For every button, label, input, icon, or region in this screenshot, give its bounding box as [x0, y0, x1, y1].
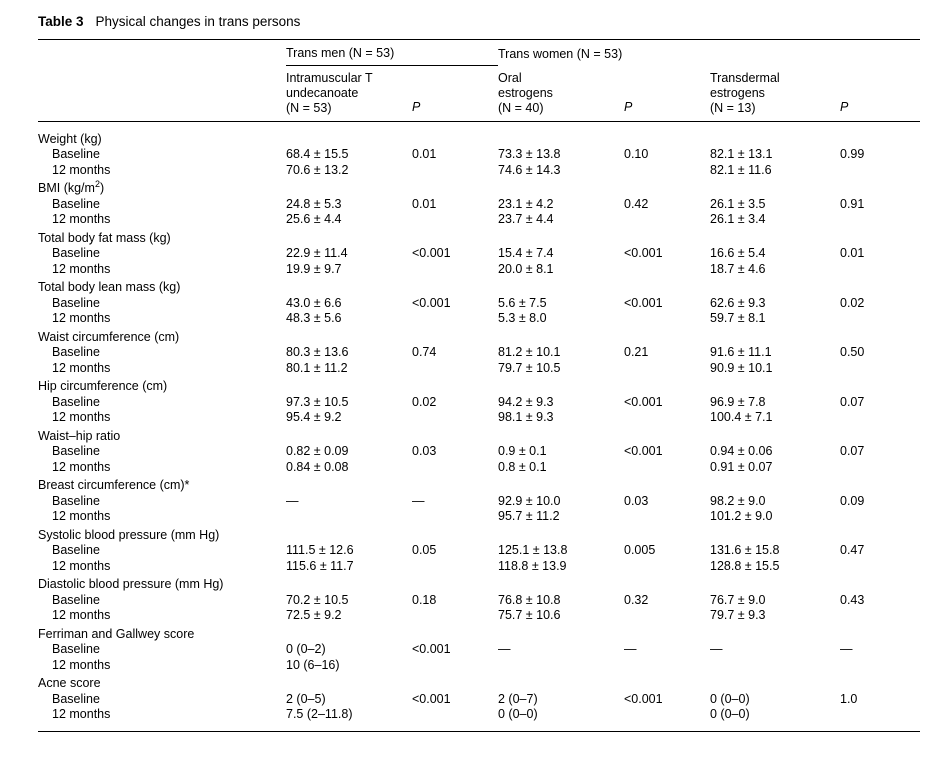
table-row — [38, 460, 920, 476]
cell-p-value — [624, 608, 710, 624]
cell-value: 76.8 ± 10.8 — [498, 592, 561, 607]
row-label: Baseline — [52, 295, 100, 310]
cell-value: 115.6 ± 11.7 — [286, 558, 354, 573]
cell-p-value — [412, 658, 498, 674]
cell-value: 95.7 ± 11.2 — [498, 509, 560, 523]
cell-p-value — [412, 559, 498, 575]
column-header-transdermal-estrogens — [710, 65, 840, 121]
cell-value: 111.5 ± 12.6 — [286, 543, 354, 557]
cell-p-value — [624, 262, 710, 278]
table-section-header — [38, 574, 920, 593]
cell-p-value — [624, 410, 710, 426]
row-label: Baseline — [52, 592, 100, 607]
cell-value: 25.6 ± 4.4 — [286, 212, 342, 226]
cell-value: 82.1 ± 11.6 — [710, 162, 772, 177]
cell-p-value — [840, 707, 920, 723]
cell-value: — — [498, 642, 511, 656]
cell-p-value — [624, 658, 710, 674]
cell-value: 62.6 ± 9.3 — [710, 295, 766, 310]
cell-value: 128.8 ± 15.5 — [710, 558, 780, 573]
row-label: 12 months — [52, 311, 111, 325]
cell-p-value — [624, 509, 710, 525]
cell-value: 23.1 ± 4.2 — [498, 196, 554, 211]
column-header-p-1: P — [412, 100, 421, 114]
group-header-trans-men: Trans men (N = 53) — [286, 40, 498, 65]
cell-p-value: <0.001 — [412, 691, 451, 706]
cell-p-value — [624, 559, 710, 575]
table-section-header — [38, 673, 920, 692]
cell-p-value: 0.07 — [840, 394, 865, 409]
cell-p-value: 0.32 — [624, 592, 649, 607]
cell-p-value — [840, 509, 920, 525]
table-section-header — [38, 475, 920, 494]
table-row — [38, 197, 920, 213]
cell-p-value: 1.0 — [840, 691, 858, 706]
row-label: Baseline — [52, 444, 100, 458]
row-label: 12 months — [52, 509, 111, 523]
table-row — [38, 494, 920, 510]
cell-p-value — [412, 163, 498, 179]
cell-value: 79.7 ± 9.3 — [710, 608, 766, 622]
cell-value: 131.6 ± 15.8 — [710, 543, 780, 557]
cell-p-value — [624, 460, 710, 476]
cell-p-value: <0.001 — [412, 642, 451, 656]
row-label: 12 months — [52, 657, 111, 672]
cell-value: 20.0 ± 8.1 — [498, 261, 554, 276]
cell-p-value — [624, 361, 710, 377]
column-header-intramuscular-t-undecanoate — [286, 65, 412, 121]
table-row — [38, 296, 920, 312]
row-label: Baseline — [52, 691, 100, 706]
table-section-header — [38, 525, 920, 544]
cell-value: 73.3 ± 13.8 — [498, 147, 561, 161]
cell-value: 70.2 ± 10.5 — [286, 592, 349, 607]
cell-p-value — [840, 460, 920, 476]
cell-value: 0 (0–2) — [286, 642, 326, 656]
cell-p-value: <0.001 — [624, 691, 663, 706]
table-row — [38, 707, 920, 723]
cell-value: 70.6 ± 13.2 — [286, 162, 349, 177]
col-hdr-line-2: estrogens — [498, 85, 553, 100]
cell-p-value — [840, 410, 920, 426]
column-header-p-3: P — [840, 100, 849, 114]
cell-value: 94.2 ± 9.3 — [498, 394, 554, 409]
cell-p-value: 0.01 — [412, 196, 437, 211]
table-row — [38, 509, 920, 525]
cell-p-value: <0.001 — [412, 295, 451, 310]
cell-p-value: — — [840, 642, 853, 656]
cell-p-value — [412, 212, 498, 228]
rule-bottom — [38, 731, 920, 732]
cell-value: 18.7 ± 4.6 — [710, 261, 766, 276]
table-row — [38, 559, 920, 575]
table-body — [38, 129, 920, 723]
table-section-header — [38, 277, 920, 296]
cell-p-value — [412, 262, 498, 278]
table-caption-label: Table 3 — [38, 14, 84, 29]
table-row — [38, 642, 920, 658]
cell-p-value: <0.001 — [624, 444, 663, 458]
col-hdr-line-2: undecanoate — [286, 85, 359, 100]
table-row — [38, 395, 920, 411]
section-title: Systolic blood pressure (mm Hg) — [38, 527, 220, 542]
cell-p-value — [840, 361, 920, 377]
col-hdr-line-3: (N = 40) — [498, 100, 544, 115]
cell-value: 76.7 ± 9.0 — [710, 592, 766, 607]
section-title: Hip circumference (cm) — [38, 379, 168, 393]
cell-value: 95.4 ± 9.2 — [286, 410, 342, 424]
table-row — [38, 246, 920, 262]
section-title: Ferriman and Gallwey score — [38, 626, 195, 641]
cell-value: 0 (0–0) — [710, 691, 750, 706]
table-row — [38, 147, 920, 163]
section-title: Diastolic blood pressure (mm Hg) — [38, 577, 224, 591]
cell-p-value: 0.02 — [412, 394, 437, 409]
cell-value: 7.5 (2–11.8) — [286, 707, 353, 721]
row-label: 12 months — [52, 459, 111, 474]
col-hdr-line-1: Intramuscular T — [286, 70, 373, 85]
body-top-spacer — [38, 122, 920, 129]
row-label: Baseline — [52, 196, 100, 211]
section-title: Waist–hip ratio — [38, 428, 121, 443]
cell-p-value: 0.03 — [412, 444, 437, 458]
cell-value: 72.5 ± 9.2 — [286, 608, 342, 622]
cell-value: 98.2 ± 9.0 — [710, 493, 766, 508]
row-label: Baseline — [52, 394, 100, 409]
cell-value: 81.2 ± 10.1 — [498, 345, 561, 359]
table-row — [38, 608, 920, 624]
cell-p-value — [840, 311, 920, 327]
cell-value: 96.9 ± 7.8 — [710, 394, 766, 409]
cell-value: 0.8 ± 0.1 — [498, 459, 547, 474]
table-section-header — [38, 178, 920, 197]
cell-p-value — [412, 311, 498, 327]
cell-p-value: 0.21 — [624, 345, 649, 359]
cell-value: 82.1 ± 13.1 — [710, 147, 773, 161]
table-section-header — [38, 129, 920, 148]
cell-p-value: — — [412, 493, 425, 508]
cell-value: 0.82 ± 0.09 — [286, 444, 349, 458]
group-header-row — [38, 40, 920, 65]
section-title: Waist circumference (cm) — [38, 329, 180, 344]
section-title: Acne score — [38, 676, 101, 690]
section-title: BMI $(kg/m^2)$ — [38, 178, 105, 195]
row-label: Baseline — [52, 642, 100, 656]
row-label: 12 months — [52, 707, 111, 721]
cell-value — [498, 658, 624, 674]
cell-value: 0 (0–0) — [710, 707, 750, 721]
cell-value: 2 (0–7) — [498, 691, 538, 706]
cell-value: 75.7 ± 10.6 — [498, 608, 561, 622]
row-label: 12 months — [52, 162, 111, 177]
column-header-oral-estrogens — [498, 65, 624, 121]
group-header-trans-women: Trans women (N = 53) — [498, 46, 623, 61]
table-section-header — [38, 228, 920, 247]
cell-value: 0.9 ± 0.1 — [498, 444, 547, 458]
cell-p-value: 0.05 — [412, 543, 437, 557]
cell-value: 19.9 ± 9.7 — [286, 261, 342, 276]
cell-value: 91.6 ± 11.1 — [710, 345, 772, 359]
row-label: 12 months — [52, 558, 111, 573]
cell-p-value — [840, 163, 920, 179]
cell-value: 26.1 ± 3.4 — [710, 212, 766, 226]
table-section-header — [38, 376, 920, 395]
cell-p-value: — — [624, 642, 637, 656]
cell-p-value: 0.99 — [840, 147, 865, 161]
table-row — [38, 361, 920, 377]
body-bottom-spacer — [38, 723, 920, 732]
section-title: Total body lean mass (kg) — [38, 280, 181, 294]
cell-p-value — [624, 707, 710, 723]
cell-p-value: 0.91 — [840, 196, 865, 211]
cell-value: 26.1 ± 3.5 — [710, 196, 766, 211]
cell-p-value: 0.10 — [624, 147, 649, 161]
section-title: Weight (kg) — [38, 131, 102, 146]
cell-p-value: 0.02 — [840, 295, 865, 310]
cell-p-value — [840, 608, 920, 624]
cell-value: 22.9 ± 11.4 — [286, 246, 348, 260]
cell-p-value — [412, 361, 498, 377]
cell-value: 5.6 ± 7.5 — [498, 295, 547, 310]
table-section-header — [38, 624, 920, 643]
cell-p-value: 0.47 — [840, 543, 865, 557]
cell-value: 125.1 ± 13.8 — [498, 543, 568, 557]
row-label: Baseline — [52, 543, 100, 557]
cell-value: 74.6 ± 14.3 — [498, 162, 561, 177]
row-label: 12 months — [52, 608, 111, 622]
table-caption — [38, 14, 920, 29]
cell-value: — — [710, 642, 723, 656]
cell-value: 100.4 ± 7.1 — [710, 410, 773, 424]
table-row — [38, 345, 920, 361]
cell-p-value — [840, 658, 920, 674]
cell-value: 2 (0–5) — [286, 691, 326, 706]
group-header-blank — [38, 40, 286, 65]
cell-value: 59.7 ± 8.1 — [710, 311, 766, 325]
cell-p-value: 0.005 — [624, 543, 656, 557]
row-label: Baseline — [52, 493, 100, 508]
table-caption-text: Physical changes in trans persons — [95, 14, 301, 29]
cell-value: 23.7 ± 4.4 — [498, 212, 554, 226]
cell-p-value: 0.01 — [840, 246, 865, 260]
cell-value: 80.3 ± 13.6 — [286, 345, 349, 359]
table-row — [38, 311, 920, 327]
table-row — [38, 163, 920, 179]
cell-p-value — [624, 311, 710, 327]
cell-p-value — [624, 163, 710, 179]
row-label: 12 months — [52, 261, 111, 276]
cell-p-value: 0.18 — [412, 592, 437, 607]
cell-value: 0 (0–0) — [498, 707, 538, 721]
col-hdr-line-3: (N = 13) — [710, 100, 756, 115]
cell-p-value: 0.09 — [840, 493, 865, 508]
cell-p-value: 0.74 — [412, 345, 437, 359]
cell-value — [286, 509, 412, 525]
cell-value: 5.3 ± 8.0 — [498, 311, 547, 325]
section-title: Breast circumference (cm)* — [38, 478, 190, 492]
cell-value: 10 (6–16) — [286, 657, 340, 672]
cell-value: — — [286, 493, 299, 508]
cell-value — [710, 658, 840, 674]
cell-value: 0.94 ± 0.06 — [710, 444, 773, 458]
table-section-header — [38, 327, 920, 346]
cell-value: 92.9 ± 10.0 — [498, 493, 561, 508]
cell-value: 68.4 ± 15.5 — [286, 147, 349, 161]
cell-p-value: <0.001 — [624, 394, 663, 409]
table-row — [38, 444, 920, 460]
section-title: Total body fat mass (kg) — [38, 230, 171, 245]
cell-p-value: 0.50 — [840, 345, 865, 359]
cell-p-value — [624, 212, 710, 228]
cell-value: 24.8 ± 5.3 — [286, 196, 342, 211]
cell-value: 101.2 ± 9.0 — [710, 509, 773, 523]
cell-p-value — [412, 608, 498, 624]
col-hdr-line-1: Oral — [498, 70, 522, 85]
cell-value: 16.6 ± 5.4 — [710, 246, 766, 260]
cell-value: 43.0 ± 6.6 — [286, 295, 342, 310]
cell-value: 79.7 ± 10.5 — [498, 360, 561, 375]
cell-value: 118.8 ± 13.9 — [498, 558, 567, 573]
table-row — [38, 262, 920, 278]
cell-value: 80.1 ± 11.2 — [286, 360, 348, 375]
row-label: 12 months — [52, 360, 111, 375]
col-hdr-line-1: Transdermal — [710, 70, 780, 85]
cell-p-value — [412, 410, 498, 426]
row-label: Baseline — [52, 246, 100, 260]
cell-p-value — [412, 509, 498, 525]
cell-p-value: <0.001 — [412, 246, 451, 260]
table-row — [38, 593, 920, 609]
cell-p-value: 0.43 — [840, 592, 865, 607]
table-row — [38, 212, 920, 228]
cell-p-value — [412, 460, 498, 476]
cell-p-value — [412, 707, 498, 723]
cell-value: 90.9 ± 10.1 — [710, 360, 773, 375]
column-header-row — [38, 65, 920, 121]
table-row — [38, 543, 920, 559]
column-header-blank — [38, 65, 286, 121]
table-row — [38, 658, 920, 674]
col-hdr-line-3: (N = 53) — [286, 100, 332, 115]
cell-p-value: <0.001 — [624, 295, 663, 310]
physical-changes-table — [38, 39, 920, 732]
cell-value: 0.91 ± 0.07 — [710, 459, 773, 474]
row-label: 12 months — [52, 410, 111, 424]
cell-value: 97.3 ± 10.5 — [286, 394, 349, 409]
column-header-p-2: P — [624, 100, 633, 114]
cell-p-value: <0.001 — [624, 246, 663, 260]
cell-p-value: 0.42 — [624, 196, 649, 211]
table-row — [38, 692, 920, 708]
cell-value: 15.4 ± 7.4 — [498, 246, 554, 260]
cell-value: 0.84 ± 0.08 — [286, 459, 349, 474]
cell-p-value — [840, 212, 920, 228]
cell-value: 48.3 ± 5.6 — [286, 311, 342, 325]
table-section-header — [38, 426, 920, 445]
row-label: Baseline — [52, 345, 100, 359]
cell-p-value: 0.07 — [840, 444, 865, 458]
row-label: 12 months — [52, 212, 111, 226]
cell-p-value: 0.01 — [412, 147, 437, 161]
cell-value: 98.1 ± 9.3 — [498, 410, 554, 424]
col-hdr-line-2: estrogens — [710, 85, 765, 100]
cell-p-value — [840, 559, 920, 575]
cell-p-value — [840, 262, 920, 278]
table-row — [38, 410, 920, 426]
row-label: Baseline — [52, 147, 100, 161]
cell-p-value: 0.03 — [624, 493, 649, 508]
